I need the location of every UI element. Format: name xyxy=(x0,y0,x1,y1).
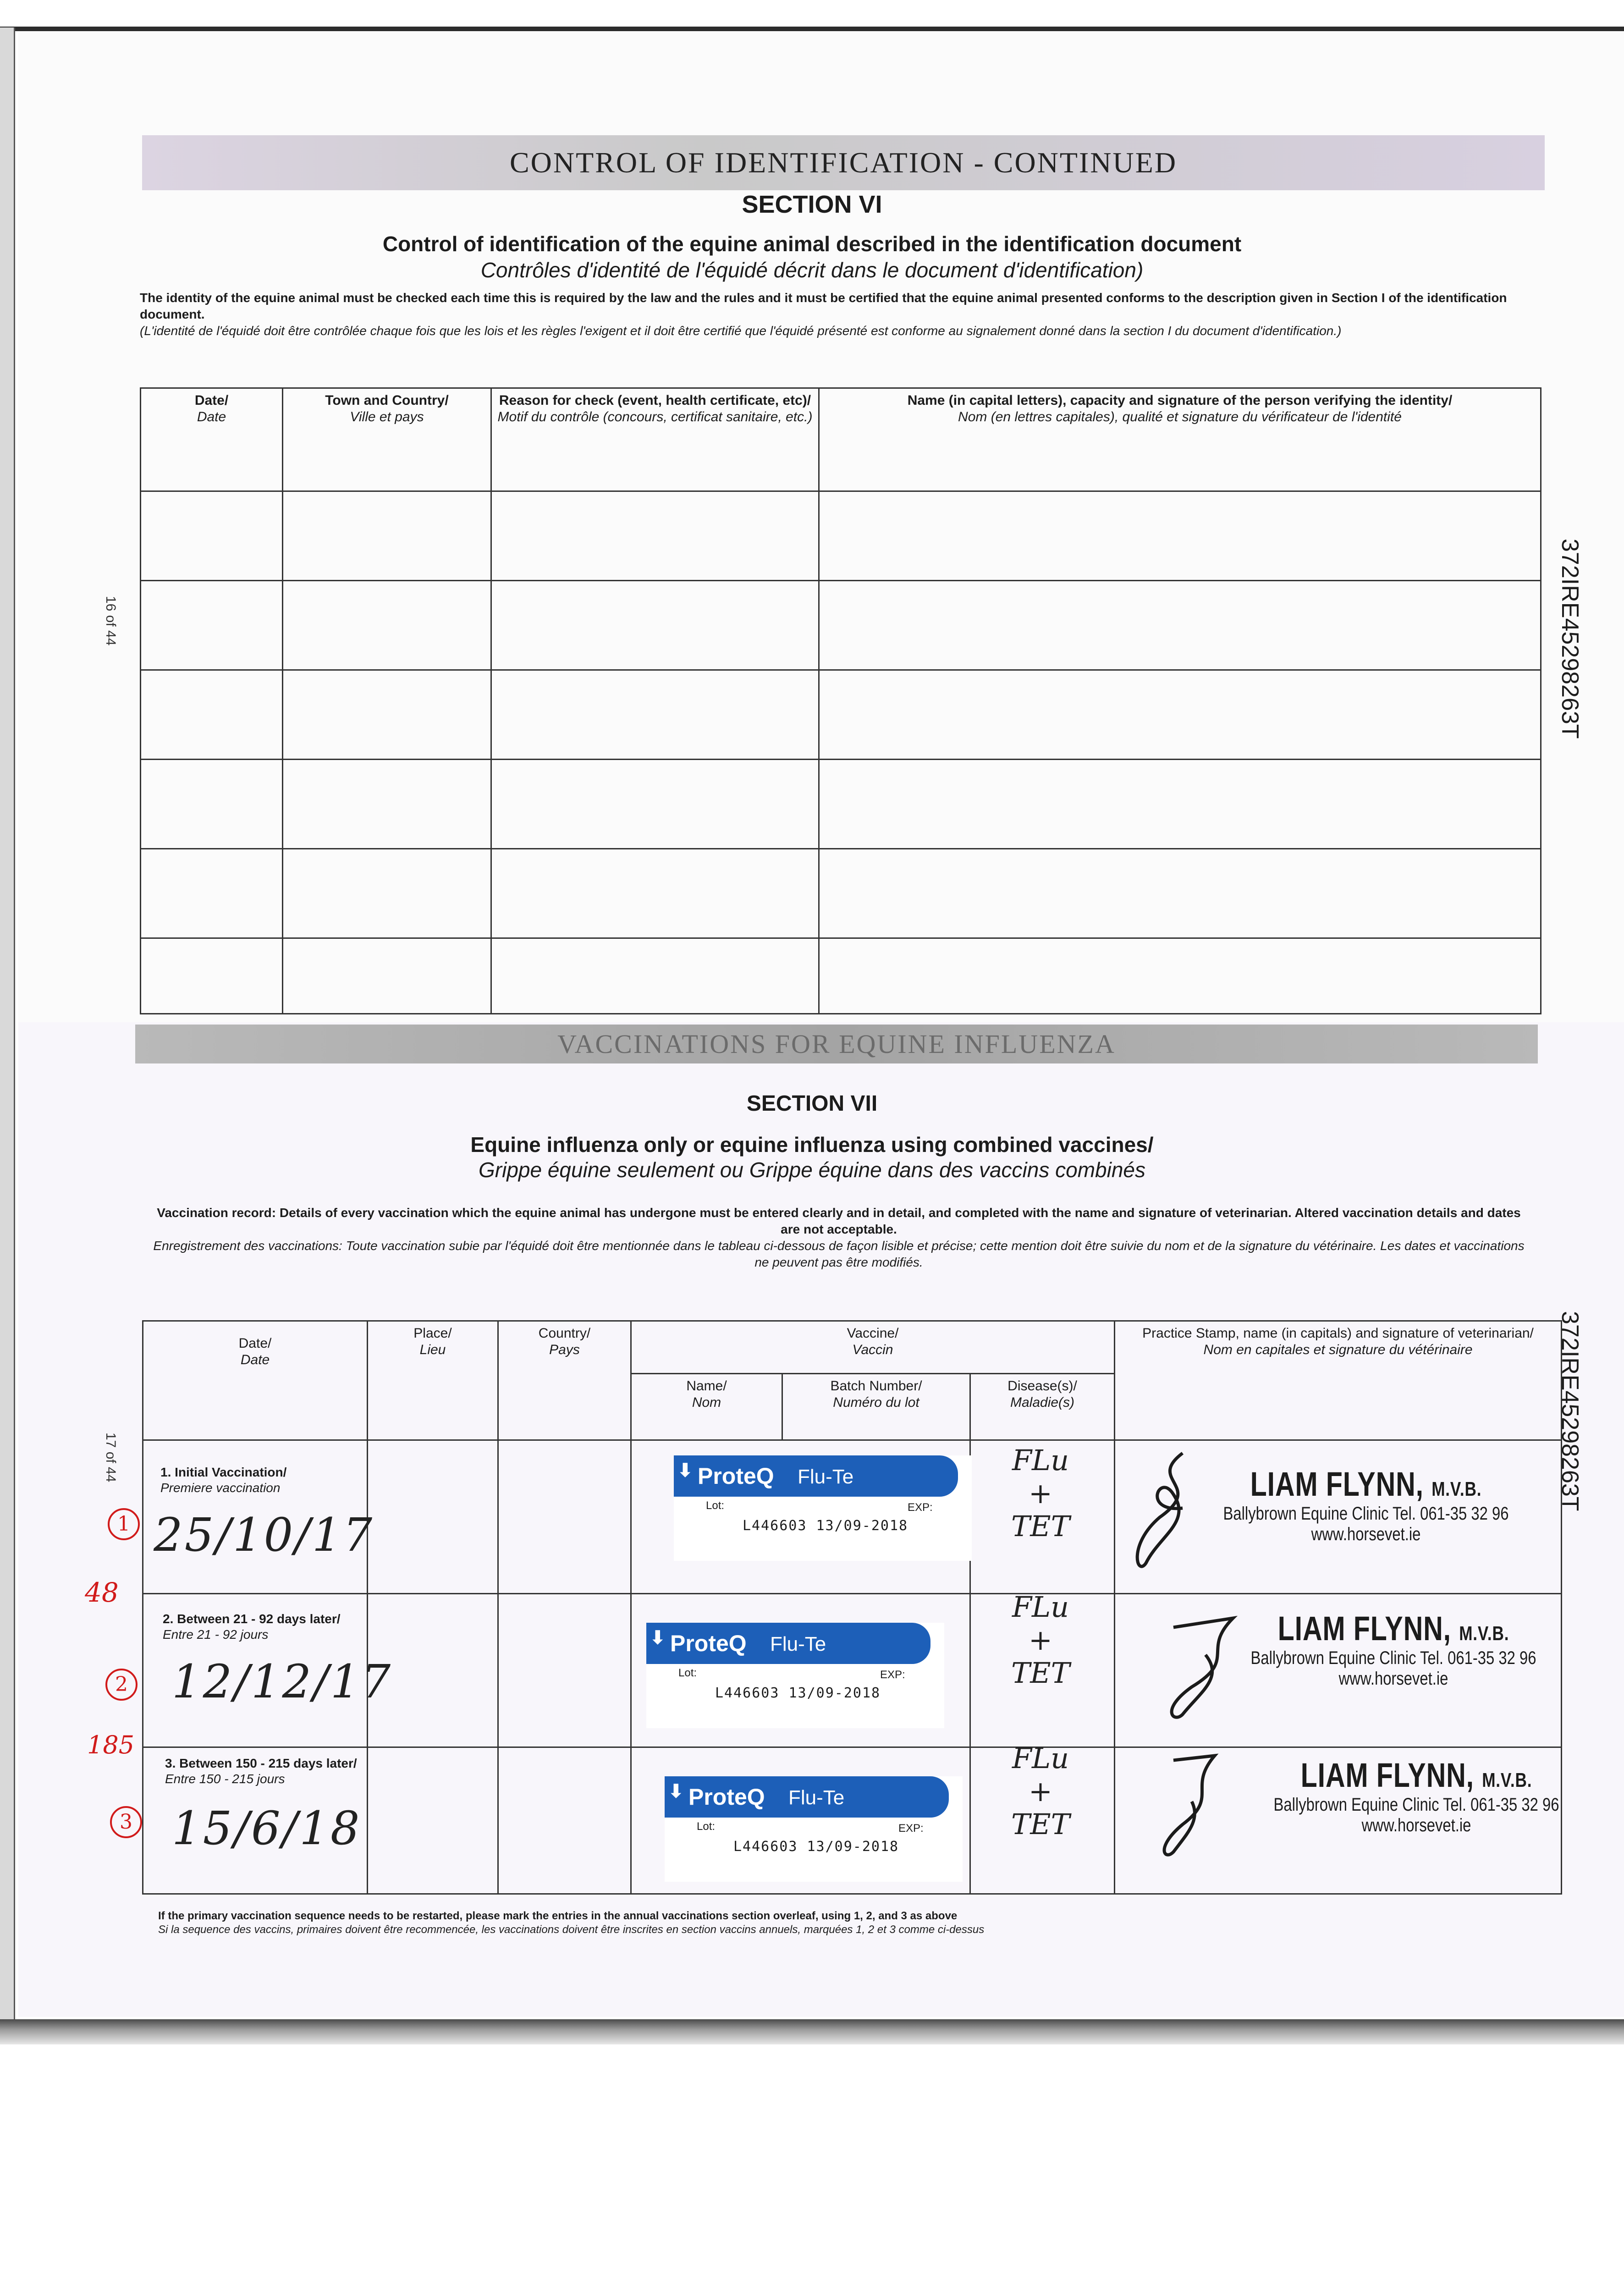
row-3-stamp: LIAM FLYNN, M.V.B. Ballybrown Equine Clinic Tel. 061-35 32 96 www.horsevet.ie xyxy=(1273,1756,1559,1835)
cell-verifier[interactable] xyxy=(819,849,1541,938)
sticker-product: Flu-Te xyxy=(798,1466,854,1488)
vaccine-sticker-1 xyxy=(674,1455,972,1561)
sticker-exp-label: EXP: xyxy=(908,1501,933,1514)
vaccine-sticker-3 xyxy=(665,1776,963,1882)
cell-verifier[interactable] xyxy=(819,670,1541,760)
cell-reason[interactable] xyxy=(491,491,819,581)
row-1-stamp: LIAM FLYNN, M.V.B. Ballybrown Equine Clinic Tel. 061-35 32 96 www.horsevet.ie xyxy=(1223,1465,1509,1544)
scan-edge-top xyxy=(0,27,1624,31)
cell-reason[interactable] xyxy=(491,670,819,760)
col-place: Place/ Lieu xyxy=(368,1321,498,1440)
cell-town[interactable] xyxy=(283,581,491,670)
record-en: Vaccination record: Details of every vaccination which the equine animal has undergone must be entered clearly and in detail, and completed with the name and signature of veterinarian. Altered vaccination details and dates are not acceptable. xyxy=(157,1206,1521,1236)
cell-town[interactable] xyxy=(283,491,491,581)
cell-country[interactable] xyxy=(498,1594,631,1747)
sticker-brand: ProteQ xyxy=(688,1784,765,1810)
side-id-code-bottom: 372IRE45298263T xyxy=(1557,1311,1583,1511)
col-date: Date/ Date xyxy=(141,388,283,491)
sticker-lot-number: L446603 13/09-2018 xyxy=(733,1839,899,1855)
row-1-circle: 1 xyxy=(108,1508,140,1540)
section-vii-heading: SECTION VII xyxy=(746,1091,878,1116)
cell-verifier[interactable] xyxy=(819,491,1541,581)
identity-check-header-row xyxy=(141,388,1541,491)
row-2-label: 2. Between 21 - 92 days later/ Entre 21 - 92 jours xyxy=(163,1612,341,1642)
row-2-circle: 2 xyxy=(105,1669,138,1701)
col-town-country: Town and Country/ Ville et pays xyxy=(283,388,491,491)
cell-reason[interactable] xyxy=(491,581,819,670)
col-vac-date: Date/ Date xyxy=(143,1321,368,1440)
cell-date[interactable] xyxy=(141,760,283,849)
sticker-brand: ProteQ xyxy=(670,1631,747,1656)
sticker-lot-label: Lot: xyxy=(706,1499,725,1512)
section-vii-title: Equine influenza only or equine influenza using combined vaccines/ xyxy=(470,1133,1154,1157)
sticker-lot-label: Lot: xyxy=(697,1820,716,1833)
cell-verifier[interactable] xyxy=(819,938,1541,1014)
sticker-lot-label: Lot: xyxy=(678,1667,697,1679)
col-verifier: Name (in capital letters), capacity and signature of the person verifying the identity/ Nom (en lettres capitales), qualité et signature du vérificateur de l'identité xyxy=(819,388,1541,491)
sticker-lot-number: L446603 13/09-2018 xyxy=(715,1685,881,1701)
row-1-date: 25/10/17 xyxy=(154,1508,374,1562)
cell-reason[interactable] xyxy=(491,938,819,1014)
identity-check-row xyxy=(141,760,1541,849)
row-3-label: 3. Between 150 - 215 days later/ Entre 150 - 215 jours xyxy=(165,1756,357,1786)
row-2-stamp: LIAM FLYNN, M.V.B. Ballybrown Equine Clinic Tel. 061-35 32 96 www.horsevet.ie xyxy=(1250,1609,1536,1689)
cell-reason[interactable] xyxy=(491,760,819,849)
col-disease: Disease(s)/ Maladie(s) xyxy=(970,1374,1115,1440)
cell-date[interactable] xyxy=(141,849,283,938)
section-vi-heading: SECTION VI xyxy=(742,191,882,218)
sticker-product: Flu-Te xyxy=(788,1786,845,1809)
section-vi-intro xyxy=(140,290,1519,339)
cell-date[interactable] xyxy=(141,938,283,1014)
identity-check-row xyxy=(141,581,1541,670)
col-batch-number: Batch Number/ Numéro du lot xyxy=(782,1374,970,1440)
identity-check-row xyxy=(141,938,1541,1014)
row-2-disease: FLu + TET xyxy=(1011,1590,1070,1690)
identity-check-table xyxy=(140,387,1541,1014)
scan-edge-bottom xyxy=(0,2019,1624,2044)
row-1-disease: FLu + TET xyxy=(1011,1444,1070,1543)
cell-town[interactable] xyxy=(283,670,491,760)
col-vaccine-name: Name/ Nom xyxy=(631,1374,782,1440)
side-id-code-top: 372IRE45298263T xyxy=(1557,539,1583,739)
cell-country[interactable] xyxy=(498,1747,631,1894)
record-fr: Enregistrement des vaccinations: Toute vaccination subie par l'équidé doit être mentionnée dans le tableau ci-dessous de façon lisible et précise; cette mention doit être suivie du nom et de la signature du vétérinaire. Les dates et vaccinations ne peuvent pas être modifiés. xyxy=(153,1239,1525,1269)
cell-verifier[interactable] xyxy=(819,760,1541,849)
cell-place[interactable] xyxy=(368,1747,498,1894)
scan-edge-left xyxy=(0,28,15,2035)
cell-date[interactable] xyxy=(141,491,283,581)
section-vi-banner: CONTROL OF IDENTIFICATION - CONTINUED xyxy=(142,135,1545,190)
row-2-date: 12/12/17 xyxy=(172,1655,393,1708)
margin-note-185: 185 xyxy=(87,1730,135,1759)
cell-date[interactable] xyxy=(141,670,283,760)
cell-town[interactable] xyxy=(283,938,491,1014)
identity-check-row xyxy=(141,491,1541,581)
col-country: Country/ Pays xyxy=(498,1321,631,1440)
vaccination-record-note xyxy=(151,1205,1526,1271)
margin-note-48: 48 xyxy=(85,1577,119,1608)
sticker-exp-label: EXP: xyxy=(880,1669,905,1681)
section-vii-title-fr: Grippe équine seulement ou Grippe équine dans des vaccins combinés xyxy=(479,1158,1145,1182)
intro-en: The identity of the equine animal must be checked each time this is required by the law and the rules and it must be certified that the equine animal presented conforms to the description given in Section I of the identification document. xyxy=(140,291,1507,321)
page-number-16: 16 of 44 xyxy=(103,596,118,646)
cell-verifier[interactable] xyxy=(819,581,1541,670)
row-3-circle: 3 xyxy=(110,1806,142,1838)
row-3-disease: FLu + TET xyxy=(1011,1741,1070,1841)
sticker-arrow-icon: ⬇ xyxy=(668,1781,684,1802)
cell-town[interactable] xyxy=(283,849,491,938)
sticker-lot-number: L446603 13/09-2018 xyxy=(743,1518,908,1534)
section-vi-title-fr: Contrôles d'identité de l'équidé décrit dans le document d'identification) xyxy=(480,258,1144,282)
col-practice-stamp: Practice Stamp, name (in capitals) and signature of veterinarian/ Nom en capitales et signature du vétérinaire xyxy=(1115,1321,1562,1440)
cell-date[interactable] xyxy=(141,581,283,670)
vaccine-sticker-2 xyxy=(646,1623,944,1728)
cell-place[interactable] xyxy=(368,1440,498,1594)
footnote-fr: Si la sequence des vaccins, primaires doivent être recommencée, les vaccinations doivent être inscrites en section vaccins annuels, marquées 1, 2 et 3 comme ci-dessus xyxy=(158,1923,985,1936)
row-3-date: 15/6/18 xyxy=(172,1802,362,1855)
intro-fr: (L'identité de l'équidé doit être contrôlée chaque fois que les lois et les règles l'exigent et il doit être certifié que l'équidé présenté est conforme au signalement donné dans la section I du document d'identification.) xyxy=(140,324,1342,338)
restart-footnote xyxy=(158,1909,984,1937)
page-number-17: 17 of 44 xyxy=(103,1432,118,1482)
col-reason: Reason for check (event, health certificate, etc)/ Motif du contrôle (concours, certificat sanitaire, etc.) xyxy=(491,388,819,491)
cell-country[interactable] xyxy=(498,1440,631,1594)
cell-reason[interactable] xyxy=(491,849,819,938)
section-vii-banner: VACCINATIONS FOR EQUINE INFLUENZA xyxy=(135,1025,1538,1063)
cell-town[interactable] xyxy=(283,760,491,849)
sticker-brand: ProteQ xyxy=(698,1463,774,1489)
identity-check-row xyxy=(141,670,1541,760)
identity-check-row xyxy=(141,849,1541,938)
col-vaccine: Vaccine/ Vaccin xyxy=(631,1321,1115,1374)
sticker-arrow-icon: ⬇ xyxy=(677,1460,693,1481)
section-vi-title: Control of identification of the equine animal described in the identification document xyxy=(382,232,1242,256)
sticker-exp-label: EXP: xyxy=(898,1822,924,1835)
row-1-label: 1. Initial Vaccination/ Premiere vaccination xyxy=(160,1465,287,1495)
sticker-arrow-icon: ⬇ xyxy=(650,1628,666,1648)
footnote-en: If the primary vaccination sequence needs to be restarted, please mark the entries in the annual vaccinations section overleaf, using 1, 2, and 3 as above xyxy=(158,1910,958,1922)
vaccination-header-row-1 xyxy=(143,1321,1562,1374)
sticker-product: Flu-Te xyxy=(770,1633,826,1655)
